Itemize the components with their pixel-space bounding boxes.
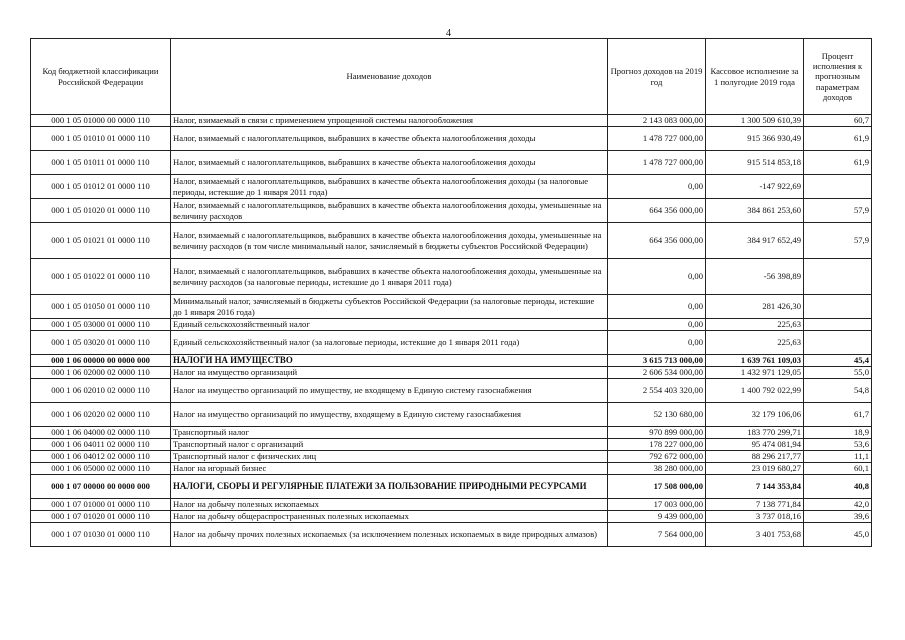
cell-name: Транспортный налог (171, 427, 608, 439)
cell-name: Налог на имущество организаций по имуществу, входящему в Единую систему газоснабжения (171, 403, 608, 427)
cell-actual: 23 019 680,27 (706, 463, 804, 475)
cell-actual: -147 922,69 (706, 175, 804, 199)
cell-percent: 60,1 (804, 463, 872, 475)
cell-percent: 45,4 (804, 355, 872, 367)
cell-code: 000 1 06 00000 00 0000 000 (31, 355, 171, 367)
cell-code: 000 1 05 03020 01 0000 110 (31, 331, 171, 355)
table-row (31, 439, 872, 451)
cell-name: Минимальный налог, зачисляемый в бюджеты субъектов Российской Федерации (за налоговые периоды, истекшие до 1 января 2016 года) (171, 295, 608, 319)
cell-forecast: 17 508 000,00 (608, 475, 706, 499)
cell-percent (804, 295, 872, 319)
cell-percent: 61,7 (804, 403, 872, 427)
table-row (31, 259, 872, 295)
cell-code: 000 1 05 01010 01 0000 110 (31, 127, 171, 151)
cell-name: Единый сельскохозяйственный налог (за налоговые периоды, истекшие до 1 января 2011 года) (171, 331, 608, 355)
cell-name: Налог, взимаемый в связи с применением упрощенной системы налогообложения (171, 115, 608, 127)
cell-code: 000 1 06 02000 02 0000 110 (31, 367, 171, 379)
cell-forecast: 0,00 (608, 319, 706, 331)
table-row (31, 463, 872, 475)
table-row (31, 379, 872, 403)
cell-code: 000 1 05 03000 01 0000 110 (31, 319, 171, 331)
cell-percent (804, 331, 872, 355)
cell-name: Налог, взимаемый с налогоплательщиков, выбравших в качестве объекта налогообложения доходы, уменьшенные на величину расходов (в том числе минимальный налог, зачисляемый в бюджеты субъектов Российской Федерации) (171, 223, 608, 259)
table-row (31, 355, 872, 367)
table-row (31, 331, 872, 355)
cell-forecast: 2 606 534 000,00 (608, 367, 706, 379)
cell-name: Налог, взимаемый с налогоплательщиков, выбравших в качестве объекта налогообложения доходы, уменьшенные на величину расходов (за налоговые периоды, истекшие до 1 января 2011 года) (171, 259, 608, 295)
cell-forecast: 178 227 000,00 (608, 439, 706, 451)
cell-percent: 11,1 (804, 451, 872, 463)
page-number: 4 (446, 28, 451, 39)
cell-percent: 18,9 (804, 427, 872, 439)
cell-percent: 39,6 (804, 511, 872, 523)
cell-percent: 61,9 (804, 127, 872, 151)
cell-code: 000 1 05 01022 01 0000 110 (31, 259, 171, 295)
cell-forecast: 2 143 083 000,00 (608, 115, 706, 127)
table-row (31, 451, 872, 463)
cell-forecast: 970 899 000,00 (608, 427, 706, 439)
cell-code: 000 1 06 02020 02 0000 110 (31, 403, 171, 427)
cell-actual: 915 514 853,18 (706, 151, 804, 175)
cell-percent: 61,9 (804, 151, 872, 175)
header-percent: Процент исполнения к прогнозным параметрам доходов (804, 39, 872, 115)
cell-code: 000 1 05 01050 01 0000 110 (31, 295, 171, 319)
cell-percent: 53,6 (804, 439, 872, 451)
cell-actual: 183 770 299,71 (706, 427, 804, 439)
cell-name: НАЛОГИ, СБОРЫ И РЕГУЛЯРНЫЕ ПЛАТЕЖИ ЗА ПОЛЬЗОВАНИЕ ПРИРОДНЫМИ РЕСУРСАМИ (171, 475, 608, 499)
cell-forecast: 0,00 (608, 331, 706, 355)
cell-actual: 384 861 253,60 (706, 199, 804, 223)
table-row (31, 523, 872, 547)
cell-forecast: 52 130 680,00 (608, 403, 706, 427)
cell-actual: -56 398,89 (706, 259, 804, 295)
table-row (31, 511, 872, 523)
cell-actual: 1 639 761 109,03 (706, 355, 804, 367)
cell-forecast: 7 564 000,00 (608, 523, 706, 547)
cell-name: Единый сельскохозяйственный налог (171, 319, 608, 331)
table-row (31, 499, 872, 511)
cell-actual: 1 432 971 129,05 (706, 367, 804, 379)
cell-percent: 42,0 (804, 499, 872, 511)
cell-name: Налог на добычу полезных ископаемых (171, 499, 608, 511)
cell-forecast: 664 356 000,00 (608, 223, 706, 259)
header-actual: Кассовое исполнение за 1 полугодие 2019 года (706, 39, 804, 115)
cell-percent (804, 319, 872, 331)
cell-percent: 57,9 (804, 199, 872, 223)
cell-actual: 95 474 081,94 (706, 439, 804, 451)
table-row (31, 127, 872, 151)
cell-forecast: 17 003 000,00 (608, 499, 706, 511)
cell-code: 000 1 05 01020 01 0000 110 (31, 199, 171, 223)
cell-code: 000 1 05 01011 01 0000 110 (31, 151, 171, 175)
cell-percent: 40,8 (804, 475, 872, 499)
cell-code: 000 1 06 05000 02 0000 110 (31, 463, 171, 475)
cell-percent: 55,0 (804, 367, 872, 379)
cell-forecast: 0,00 (608, 175, 706, 199)
table-row (31, 223, 872, 259)
cell-code: 000 1 06 04012 02 0000 110 (31, 451, 171, 463)
header-code: Код бюджетной классификации Российской Федерации (31, 39, 171, 115)
cell-percent (804, 175, 872, 199)
cell-percent: 45,0 (804, 523, 872, 547)
table-body (31, 115, 872, 547)
table-row (31, 403, 872, 427)
table-row (31, 295, 872, 319)
cell-actual: 3 401 753,68 (706, 523, 804, 547)
cell-code: 000 1 06 02010 02 0000 110 (31, 379, 171, 403)
cell-code: 000 1 06 04011 02 0000 110 (31, 439, 171, 451)
cell-percent: 60,7 (804, 115, 872, 127)
cell-name: НАЛОГИ НА ИМУЩЕСТВО (171, 355, 608, 367)
cell-actual: 1 300 509 610,39 (706, 115, 804, 127)
cell-name: Налог, взимаемый с налогоплательщиков, выбравших в качестве объекта налогообложения доходы, уменьшенные на величину расходов (171, 199, 608, 223)
table-row (31, 115, 872, 127)
table-header-row (31, 39, 872, 115)
cell-name: Транспортный налог с организаций (171, 439, 608, 451)
cell-forecast: 0,00 (608, 259, 706, 295)
cell-actual: 32 179 106,06 (706, 403, 804, 427)
table-row (31, 475, 872, 499)
cell-name: Налог, взимаемый с налогоплательщиков, выбравших в качестве объекта налогообложения доходы (171, 127, 608, 151)
table-row (31, 427, 872, 439)
cell-actual: 88 296 217,77 (706, 451, 804, 463)
cell-percent: 54,8 (804, 379, 872, 403)
cell-name: Налог на имущество организаций (171, 367, 608, 379)
cell-name: Налог на игорный бизнес (171, 463, 608, 475)
cell-percent (804, 259, 872, 295)
cell-forecast: 2 554 403 320,00 (608, 379, 706, 403)
cell-code: 000 1 07 01020 01 0000 110 (31, 511, 171, 523)
cell-actual: 7 138 771,84 (706, 499, 804, 511)
cell-actual: 225,63 (706, 331, 804, 355)
cell-actual: 384 917 652,49 (706, 223, 804, 259)
cell-code: 000 1 07 01030 01 0000 110 (31, 523, 171, 547)
cell-forecast: 792 672 000,00 (608, 451, 706, 463)
cell-forecast: 1 478 727 000,00 (608, 151, 706, 175)
cell-name: Транспортный налог с физических лиц (171, 451, 608, 463)
cell-forecast: 38 280 000,00 (608, 463, 706, 475)
cell-actual: 1 400 792 022,99 (706, 379, 804, 403)
cell-code: 000 1 05 01012 01 0000 110 (31, 175, 171, 199)
table-row (31, 175, 872, 199)
cell-percent: 57,9 (804, 223, 872, 259)
table-row (31, 199, 872, 223)
header-name: Наименование доходов (171, 39, 608, 115)
cell-forecast: 3 615 713 000,00 (608, 355, 706, 367)
cell-actual: 915 366 930,49 (706, 127, 804, 151)
cell-actual: 3 737 018,16 (706, 511, 804, 523)
cell-code: 000 1 05 01000 00 0000 110 (31, 115, 171, 127)
cell-actual: 225,63 (706, 319, 804, 331)
cell-actual: 7 144 353,84 (706, 475, 804, 499)
cell-forecast: 1 478 727 000,00 (608, 127, 706, 151)
cell-forecast: 9 439 000,00 (608, 511, 706, 523)
cell-name: Налог на добычу общераспространенных полезных ископаемых (171, 511, 608, 523)
cell-code: 000 1 06 04000 02 0000 110 (31, 427, 171, 439)
cell-actual: 281 426,30 (706, 295, 804, 319)
cell-code: 000 1 07 01000 01 0000 110 (31, 499, 171, 511)
cell-forecast: 0,00 (608, 295, 706, 319)
cell-code: 000 1 05 01021 01 0000 110 (31, 223, 171, 259)
table-row (31, 319, 872, 331)
revenue-table (30, 38, 872, 547)
cell-name: Налог, взимаемый с налогоплательщиков, выбравших в качестве объекта налогообложения доходы (за налоговые периоды, истекшие до 1 января 2011 года) (171, 175, 608, 199)
cell-name: Налог на имущество организаций по имуществу, не входящему в Единую систему газоснабжения (171, 379, 608, 403)
header-forecast: Прогноз доходов на 2019 год (608, 39, 706, 115)
table-row (31, 367, 872, 379)
table-row (31, 151, 872, 175)
cell-forecast: 664 356 000,00 (608, 199, 706, 223)
cell-code: 000 1 07 00000 00 0000 000 (31, 475, 171, 499)
cell-name: Налог на добычу прочих полезных ископаемых (за исключением полезных ископаемых в виде природных алмазов) (171, 523, 608, 547)
cell-name: Налог, взимаемый с налогоплательщиков, выбравших в качестве объекта налогообложения доходы (171, 151, 608, 175)
